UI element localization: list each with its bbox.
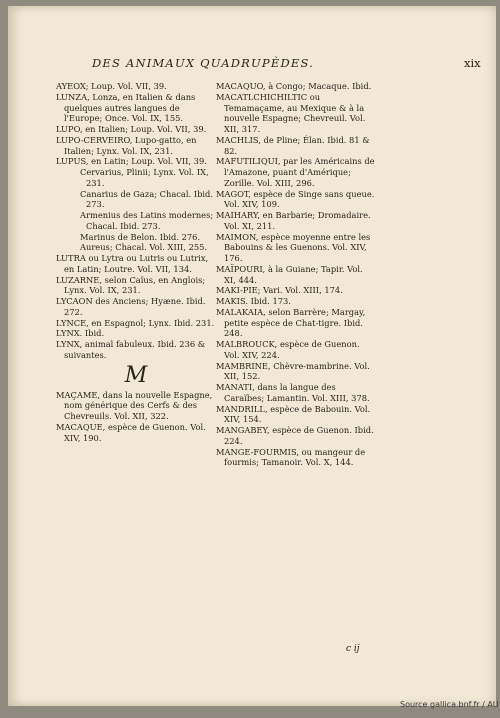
index-entry: LUPO-CERVEIRO, Lupo-gatto, en Italien; Lynx. Vol. IX, 231. bbox=[56, 134, 197, 156]
index-subentry: Canarius de Gaza; Chacal. Ibid. 273. bbox=[80, 188, 213, 210]
index-entry: MANGABEY, espèce de Guenon. Ibid. 224. bbox=[216, 425, 374, 446]
index-subentry: Armenius des Latins modernes; Chacal. Ibid. 273. bbox=[80, 210, 214, 231]
index-entry: LYNX. Ibid. bbox=[56, 328, 105, 339]
index-subentry: Aureus; Chacal. Vol. XIII, 255. bbox=[80, 242, 208, 253]
signature-mark: c ij bbox=[346, 644, 360, 654]
section-letter: M bbox=[124, 362, 148, 388]
index-entry: MALAKAIA, selon Barrère; Margay, petite espèce de Chat-tigre. Ibid. 248. bbox=[216, 306, 366, 339]
index-entry: LYNCE, en Espagnol; Lynx. Ibid. 231. bbox=[56, 317, 215, 328]
left-column bbox=[56, 81, 216, 443]
index-entry: MAKI-PIE; Vari. Vol. XIII, 174. bbox=[216, 285, 343, 296]
page-number: xix bbox=[464, 56, 481, 70]
index-entry: MANATI, dans la langue des Caraïbes; Lamantin. Vol. XIII, 378. bbox=[216, 382, 370, 403]
index-entry: AYEOX; Loup. Vol. VII, 39. bbox=[56, 81, 167, 91]
running-header bbox=[92, 56, 492, 72]
index-entry: MANGE-FOURMIS, ou mangeur de fourmis; Tamanoir. Vol. X, 144. bbox=[216, 446, 366, 468]
index-entry: LYNX, animal fabuleux. Ibid. 236 & suivantes. bbox=[56, 339, 206, 360]
index-entry: LYCAON des Anciens; Hyæne. Ibid. 272. bbox=[56, 296, 206, 317]
index-entry: MAKIS. Ibid. 173. bbox=[216, 296, 291, 306]
page-title: DES ANIMAUX QUADRUPÈDES. bbox=[92, 56, 314, 70]
book-page bbox=[8, 6, 496, 706]
index-entry: LUTRA ou Lytra ou Lutris ou Lutrix, en Latin; Loutre. Vol. VII, 134. bbox=[56, 253, 209, 274]
index-entry: LUZARNE, selon Caïus, en Anglois; Lynx. Vol. IX, 231. bbox=[56, 274, 206, 296]
index-entry: MALBROUCK, espèce de Guenon. Vol. XIV, 224. bbox=[216, 339, 360, 360]
index-entry: MAÏPOURI, à la Guiane; Tapir. Vol. XI, 444. bbox=[216, 263, 363, 285]
index-entry: MACAQUE, espèce de Guenon. Vol. XIV, 190. bbox=[56, 421, 206, 443]
index-entry: MAIMON, espèce moyenne entre les Babouins & les Guenons. Vol. XIV, 176. bbox=[216, 231, 371, 263]
index-entry: MAMBRINE, Chèvre-mambrine. Vol. XII, 152. bbox=[216, 360, 370, 382]
index-entry: MACATLCHICHILTIC ou Temamaçame, au Mexique & à la nouvelle Espagne; Chevreuil. Vol. XII, 317. bbox=[216, 91, 366, 134]
source-credit: Source gallica.bnf.fr / AU bbox=[400, 700, 499, 709]
index-entry: MAIHARY, en Barbarie; Dromadaire. Vol. XI, 211. bbox=[216, 210, 371, 231]
right-column bbox=[216, 81, 376, 468]
index-entry: MAGOT, espèce de Singe sans queue. Vol. XIV, 109. bbox=[216, 188, 375, 210]
index-entry: LUNZA, Lonza, en Italien & dans quelques autres langues de l'Europe; Once. Vol. IX, 155. bbox=[56, 91, 196, 124]
index-entry: MACHLIS, de Pline; Élan. Ibid. 81 & 82. bbox=[216, 134, 370, 156]
index-entry: LUPO, en Italien; Loup. Vol. VII, 39. bbox=[56, 124, 207, 134]
index-entry: LUPUS, en Latin; Loup. Vol. VII, 39. bbox=[56, 156, 207, 167]
index-entry: MANDRILL, espèce de Babouin. Vol. XIV, 154. bbox=[216, 403, 371, 425]
index-subentry: Cervarius, Plinii; Lynx. Vol. IX, 231. bbox=[80, 167, 209, 188]
index-entry: MAÇAME, dans la nouvelle Espagne, nom générique des Cerfs & des Chevreuils. Vol. XII, 322. bbox=[56, 389, 213, 421]
index-entry: MAFUTILIQUI, par les Américains de l'Amazone, puant d'Amérique; Zorille. Vol. XIII, 296. bbox=[216, 156, 375, 188]
index-entry: MACAQUO, à Congo; Macaque. Ibid. bbox=[216, 81, 372, 91]
index-subentry: Marinus de Belon. Ibid. 276. bbox=[80, 231, 201, 242]
